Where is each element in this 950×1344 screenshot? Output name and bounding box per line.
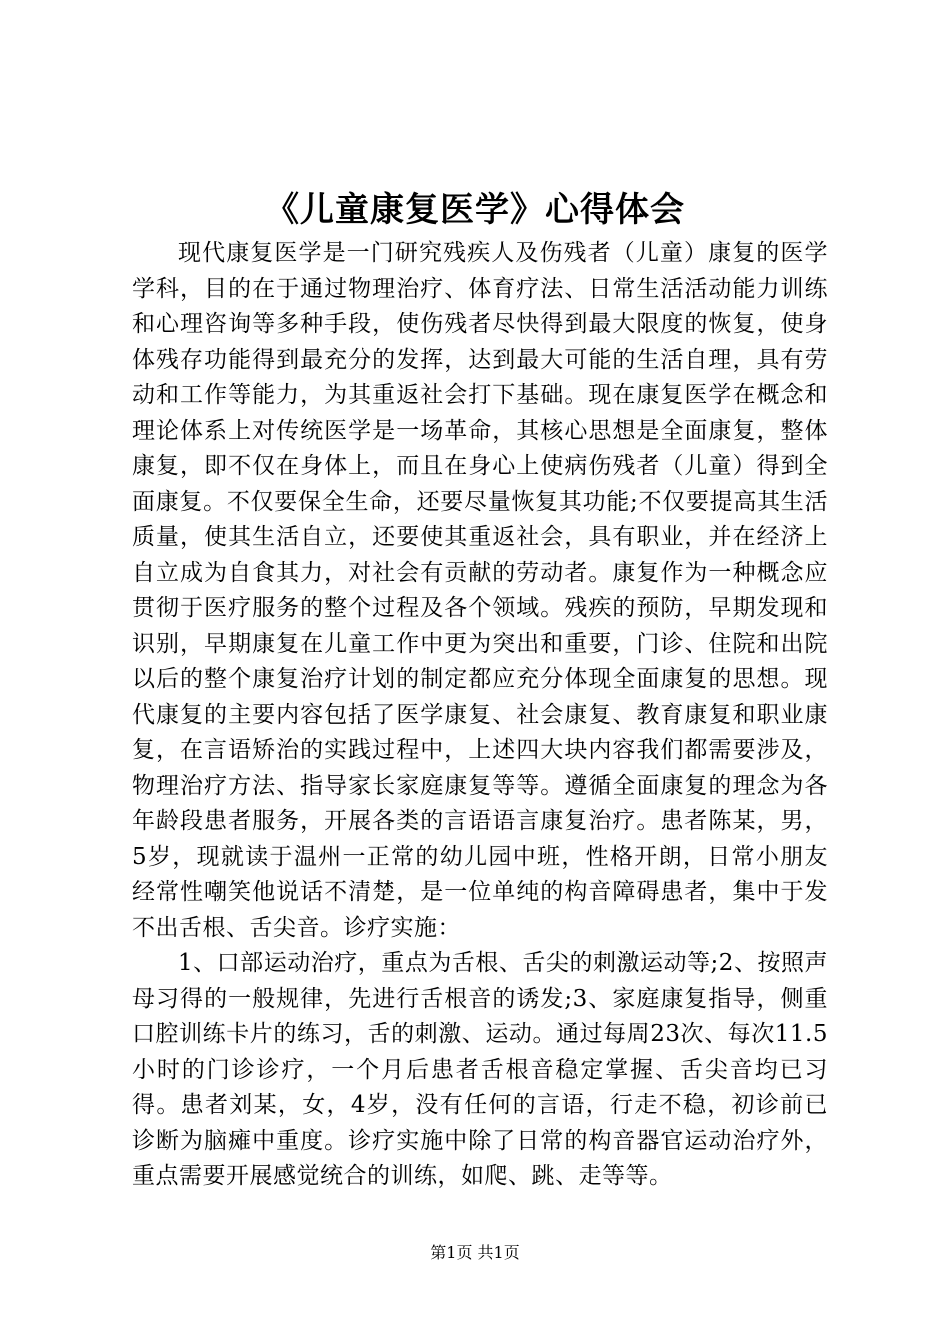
- paragraph-2: 1、口部运动治疗，重点为舌根、舌尖的刺激运动等;2、按照声母习得的一般规律，先进行舌根音的诱发;3、家庭康复指导，侧重口腔训练卡片的练习，舌的刺激、运动。通过每周23次、每次11.5小时的门诊诊疗，一个月后患者舌根音稳定掌握、舌尖音均已习得。患者刘某，女，4岁，没有任何的言语，行走不稳，初诊前已诊断为脑瘫中重度。诊疗实施中除了日常的构音器官运动治疗外，重点需要开展感觉统合的训练，如爬、跳、走等等。: [132, 950, 828, 1189]
- document-title: 《儿童康复医学》心得体会: [265, 190, 685, 230]
- document-body: [132, 236, 828, 1195]
- page-footer: 第1页 共1页: [430, 1243, 520, 1262]
- paragraph-1: 现代康复医学是一门研究残疾人及伤残者（儿童）康复的医学学科，目的在于通过物理治疗、体育疗法、日常生活活动能力训练和心理咨询等多种手段，使伤残者尽快得到最大限度的恢复，使身体残存功能得到最充分的发挥，达到最大可能的生活自理，具有劳动和工作等能力，为其重返社会打下基础。现在康复医学在概念和理论体系上对传统医学是一场革命，其核心思想是全面康复，整体康复，即不仅在身体上，而且在身心上使病伤残者（儿童）得到全面康复。不仅要保全生命，还要尽量恢复其功能;不仅要提高其生活质量，使其生活自立，还要使其重返社会，具有职业，并在经济上自立成为自食其力，对社会有贡献的劳动者。康复作为一种概念应贯彻于医疗服务的整个过程及各个领域。残疾的预防，早期发现和识别，早期康复在儿童工作中更为突出和重要，门诊、住院和出院以后的整个康复治疗计划的制定都应充分体现全面康复的思想。现代康复的主要内容包括了医学康复、社会康复、教育康复和职业康复，在言语矫治的实践过程中，上述四大块内容我们都需要涉及，物理治疗方法、指导家长家庭康复等等。遵循全面康复的理念为各年龄段患者服务，开展各类的言语语言康复治疗。患者陈某，男，5岁，现就读于温州一正常的幼儿园中班，性格开朗，日常小朋友经常性嘲笑他说话不清楚，是一位单纯的构音障碍患者，集中于发不出舌根、舌尖音。诊疗实施：: [132, 240, 828, 941]
